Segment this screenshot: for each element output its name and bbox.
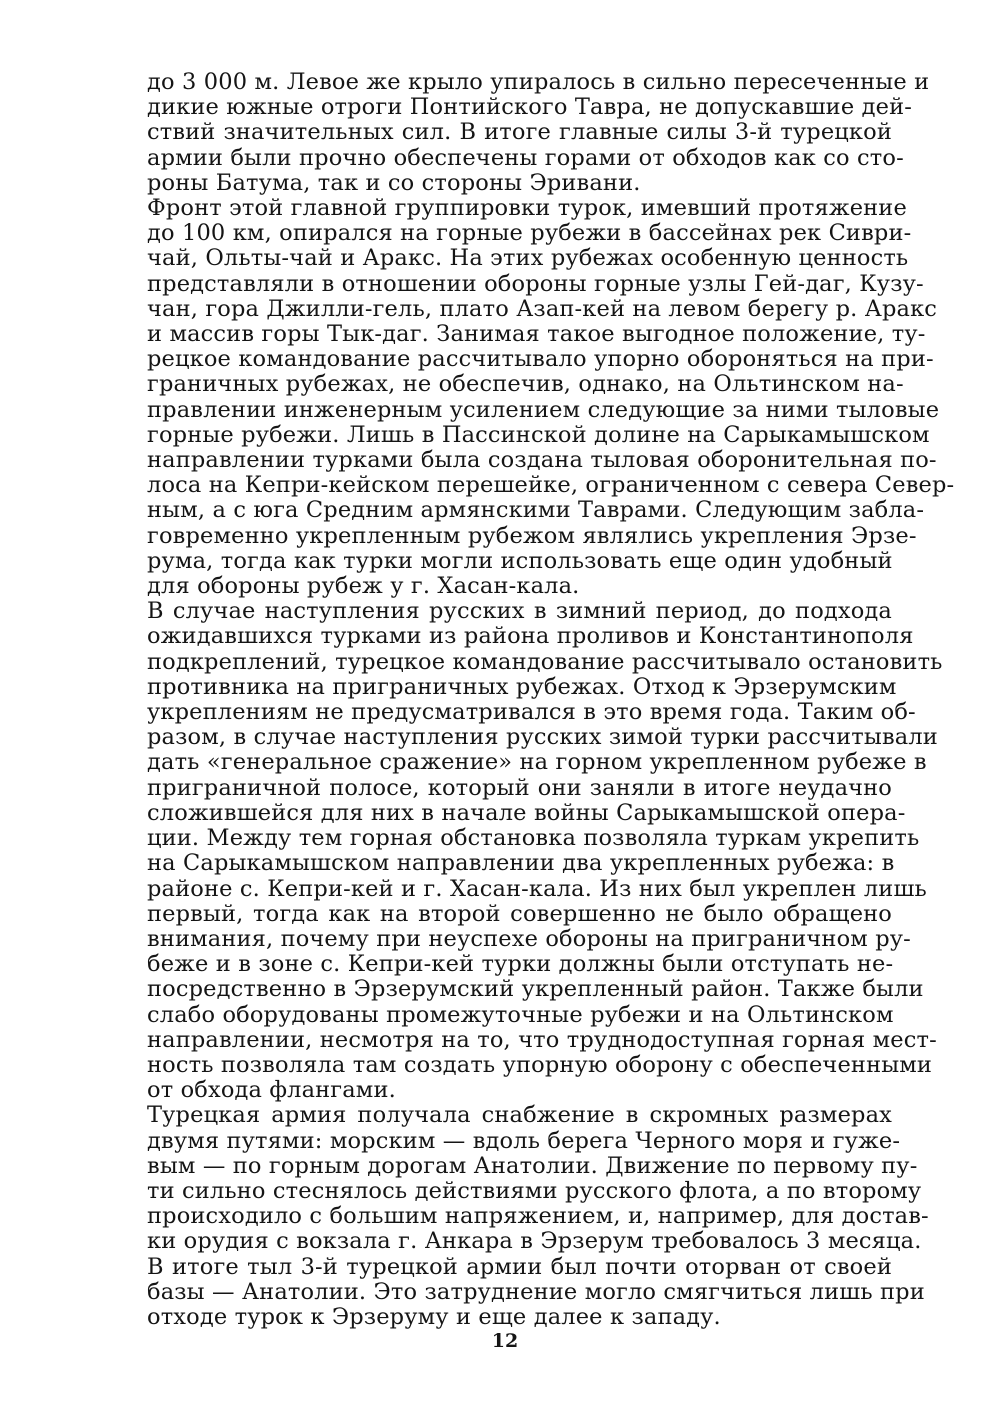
text-line: ки орудия с вокзала г. Анкара в Эрзерум требовалось 3 месяца. [147, 1228, 922, 1255]
text-line: двумя путями: морским — вдоль берега Черного моря и гуже- [147, 1127, 901, 1154]
text-line: чай, Ольты-чай и Аракс. На этих рубежах особенную ценность [147, 245, 909, 272]
text-line: до 100 км, опирался на горные рубежи в бассейнах рек Сиври- [147, 220, 912, 247]
text-line: ствий значительных сил. В итоге главные силы 3-й турецкой [147, 119, 892, 146]
text-line: Фронт этой главной группировки турок, имевший протяжение [147, 195, 907, 222]
paragraph-4 [147, 1102, 929, 1330]
text-line: направлении турками была создана тыловая оборонительная по- [147, 447, 937, 474]
paragraph-1 [147, 69, 930, 196]
text-line: внимания, почему при неуспехе обороны на приграничном ру- [147, 925, 911, 952]
text-line: дать «генеральное сражение» на горном укрепленном рубеже в [147, 749, 927, 776]
text-line: ным, а с юга Средним армянскими Таврами. Следующим забла- [147, 497, 925, 524]
text-line: разом, в случае наступления русских зимой турки рассчитывали [147, 724, 938, 751]
text-line: роны Батума, так и со стороны Эривани. [147, 169, 641, 196]
text-line: В итоге тыл 3-й турецкой армии был почти оторван от своей [147, 1253, 892, 1280]
text-line: дикие южные отроги Понтийского Тавра, не допускавшие дей- [147, 94, 912, 121]
text-line: рума, тогда как турки могли использовать еще один удобный [147, 547, 893, 574]
text-line: армии были прочно обеспечены горами от обходов как со сто- [147, 144, 904, 171]
text-line: граничных рубежах, не обеспечив, однако, на Ольтинском на- [147, 371, 904, 398]
text-line: для обороны рубеж у г. Хасан-кала. [147, 573, 580, 600]
text-line: первый, тогда как на второй совершенно не было обращено [147, 900, 892, 927]
text-line: сложившейся для них в начале войны Сарыкамышской опера- [147, 799, 906, 826]
text-line: слабо оборудованы промежуточные рубежи и на Ольтинском [147, 1001, 894, 1028]
text-line: горные рубежи. Лишь в Пассинской долине на Сарыкамышском [147, 421, 930, 448]
text-line: ожидавшихся турками из района проливов и Константинополя [147, 623, 914, 650]
text-line: до 3 000 м. Левое же крыло упиралось в сильно пересеченные и [147, 69, 930, 95]
text-line: говременно укрепленным рубежом являлись укрепления Эрзе- [147, 522, 917, 549]
text-line: районе с. Кепри-кей и г. Хасан-кала. Из них был укреплен лишь [147, 875, 927, 902]
text-line: происходило с большим напряжением, и, например, для достав- [147, 1203, 929, 1230]
text-line: посредственно в Эрзерумский укрепленный район. Также были [147, 976, 924, 1003]
paragraph-2 [147, 195, 955, 600]
text-line: подкреплений, турецкое командование рассчитывало остановить [147, 648, 943, 675]
text-line: ции. Между тем горная обстановка позволяла туркам укрепить [147, 825, 920, 852]
text-line: приграничной полосе, который они заняли в итоге неудачно [147, 774, 892, 801]
text-line: ность позволяла там создать упорную оборону с обеспеченными [147, 1051, 933, 1078]
text-line: и массив горы Тык-даг. Занимая такое выгодное положение, ту- [147, 321, 926, 348]
text-line: чан, гора Джилли-гель, плато Азап-кей на левом берегу р. Аракс [147, 295, 938, 322]
body-text [147, 69, 955, 1330]
text-line: на Сарыкамышском направлении два укрепленных рубежа: в [147, 850, 895, 877]
text-line: лоса на Кепри-кейском перешейке, ограниченном с севера Север- [147, 472, 955, 499]
text-line: Турецкая армия получала снабжение в скромных размерах [147, 1102, 892, 1129]
text-line: ти сильно стеснялось действиями русского флота, а по второму [147, 1177, 922, 1204]
paragraph-3 [147, 598, 943, 1104]
text-line: рецкое командование рассчитывало упорно обороняться на при- [147, 346, 934, 373]
text-line: базы — Анатолии. Это затруднение могло смягчиться лишь при [147, 1278, 925, 1305]
text-line: вым — по горным дорогам Анатолии. Движение по первому пу- [147, 1152, 918, 1179]
text-line: правлении инженерным усилением следующие за ними тыловые [147, 396, 940, 423]
text-line: от обхода флангами. [147, 1077, 396, 1104]
text-line: направлении, несмотря на то, что труднодоступная горная мест- [147, 1026, 937, 1053]
text-line: беже и в зоне с. Кепри-кей турки должны были отступать не- [147, 951, 894, 978]
page-number: 12 [491, 1330, 519, 1352]
text-line: В случае наступления русских в зимний период, до подхода [147, 598, 892, 625]
text-line: укреплениям не предусматривался в это время года. Таким об- [147, 699, 916, 726]
text-line: представляли в отношении обороны горные узлы Гей-даг, Кузу- [147, 270, 924, 297]
text-line: противника на приграничных рубежах. Отход к Эрзерумским [147, 673, 897, 700]
text-line: отходе турок к Эрзеруму и еще далее к западу. [147, 1303, 721, 1330]
